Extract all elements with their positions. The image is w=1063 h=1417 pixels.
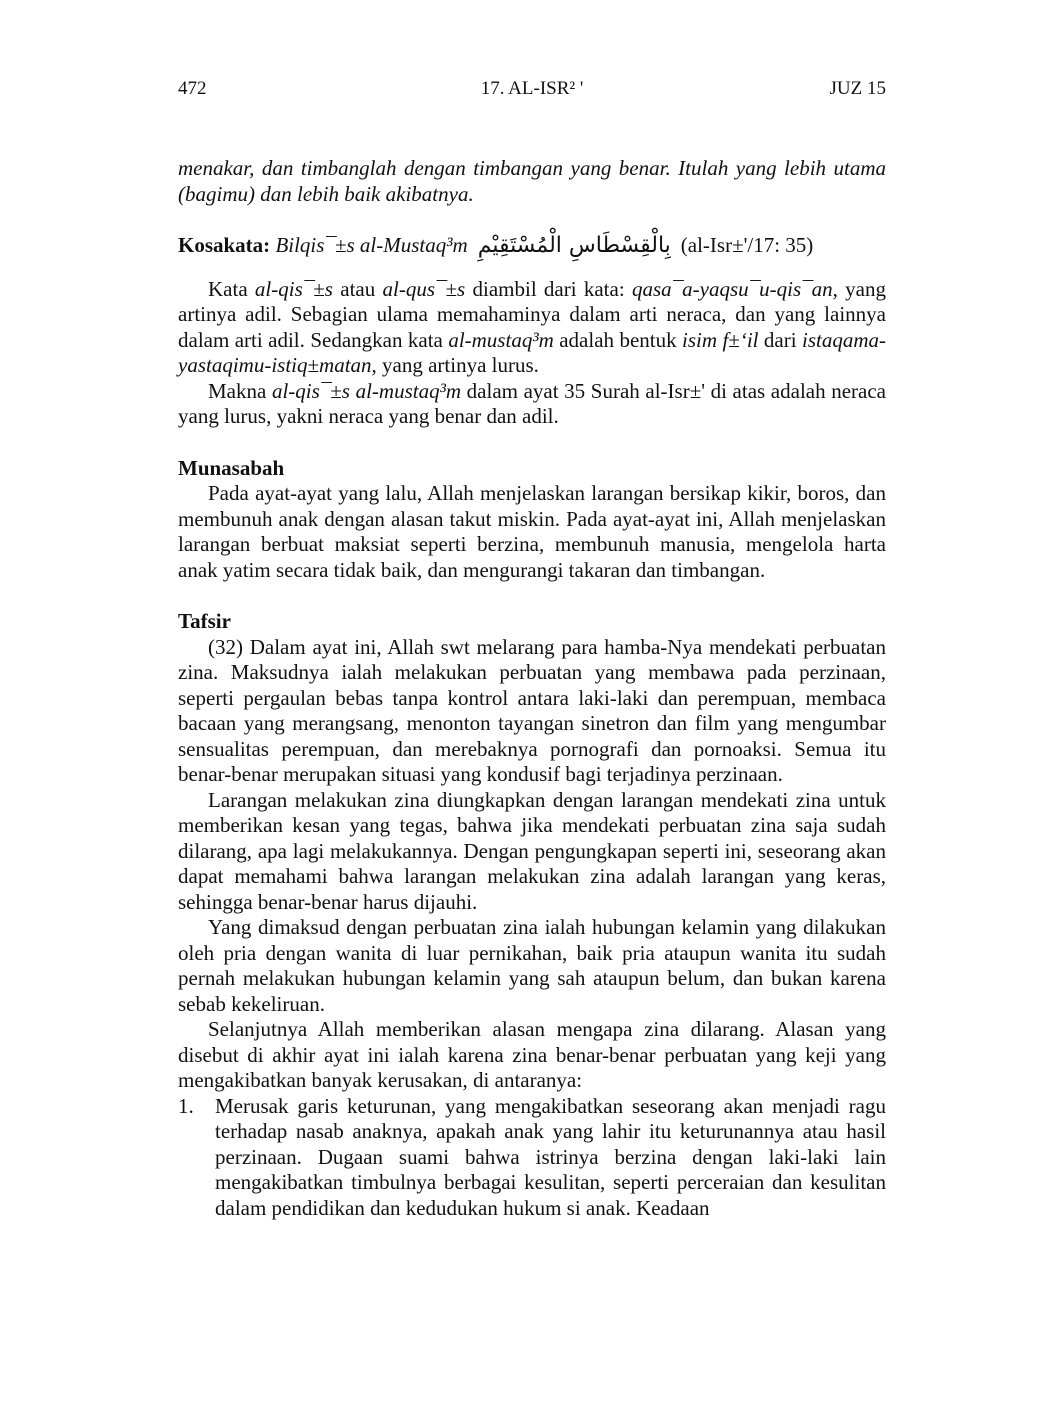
arabic-term: بِالْقِسْطَاسِ الْمُسْتَقِيْمِ bbox=[477, 233, 671, 258]
munasabah-heading: Munasabah bbox=[178, 455, 285, 480]
kosakata-term: Bilqis¯±s al-Mustaq³m bbox=[275, 233, 468, 257]
munasabah-paragraph: Pada ayat-ayat yang lalu, Allah menjelaskan larangan bersikap kikir, boros, dan membunuh anak dengan alasan takut miskin. Pada ayat-ayat ini, Allah menjelaskan larangan berbuat maksiat seperti berzina, membunuh manusia, mengelola harta anak yatim secara tidak baik, dan mengurangi takaran dan timbangan. bbox=[178, 481, 886, 582]
page-number: 472 bbox=[178, 78, 207, 99]
text-run: dalam ayat 35 Surah al-Isr±' di atas adalah neraca yang lurus, yakni neraca yang benar dan adil. bbox=[178, 378, 886, 428]
tafsir-list bbox=[178, 1094, 886, 1222]
tafsir-paragraph-4: Selanjutnya Allah memberikan alasan mengapa zina dilarang. Alasan yang disebut di akhir ayat ini ialah karena zina benar-benar perbuatan yang keji yang mengakibatkan banyak kerusakan, di antaranya: bbox=[178, 1017, 886, 1092]
text-run: , yang artinya lurus. bbox=[371, 353, 539, 377]
italic-term: al-mustaq³m bbox=[448, 327, 554, 352]
italic-term: al-qis¯±s al-mustaq³m bbox=[271, 378, 462, 403]
list-item bbox=[178, 1094, 886, 1222]
kosakata-line bbox=[178, 233, 886, 259]
tafsir-paragraph-2: Larangan melakukan zina diungkapkan dengan larangan mendekati zina untuk memberikan kesan yang tegas, bahwa jika mendekati perbuatan zina saja sudah dilarang, apa lagi melakukannya. Dengan pengungkapan seperti ini, seseorang akan dapat memahami bahwa larangan melakukan zina adalah larangan yang keras, sehingga benar-benar harus dijauhi. bbox=[178, 787, 886, 914]
text-run: Kata bbox=[208, 276, 255, 301]
tafsir-paragraph-1: (32) Dalam ayat ini, Allah swt melarang para hamba-Nya mendekati perbuatan zina. Maksudnya ialah melakukan perbuatan yang membawa pada perzinaan, seperti pergaulan bebas tanpa kontrol antara laki-laki dan perempuan, membaca bacaan yang merangsang, menonton tayangan sinetron dan film yang mengumbar sensualitas perempuan, dan merebaknya pornografi dan pornoaksi. Semua itu benar-benar merupakan situasi yang kondusif bagi terjadinya perzinaan. bbox=[178, 634, 886, 786]
kosakata-paragraph-2 bbox=[178, 379, 886, 430]
document-page bbox=[178, 70, 887, 1220]
list-number: 1. bbox=[178, 1093, 194, 1118]
list-text: Merusak garis keturunan, yang mengakibatkan seseorang akan menjadi ragu terhadap nasab anaknya, apakah anak yang lahir itu keturunannya atau hasil perzinaan. Dugaan suami bahwa istrinya berzina dengan laki-laki lain mengakibatkan timbulnya berbagai kesulitan, seperti perceraian dan kesulitan dalam pendidikan dan kedudukan hukum si anak. Keadaan bbox=[215, 1093, 886, 1220]
juz-label: JUZ 15 bbox=[829, 78, 886, 99]
text-run: Makna bbox=[208, 378, 272, 403]
italic-term: istaqama-yastaqimu-istiq±matan bbox=[178, 327, 887, 377]
text-run: atau bbox=[332, 276, 383, 301]
text-run: dari bbox=[758, 327, 803, 352]
page-header bbox=[178, 70, 886, 110]
tafsir-paragraph-3: Yang dimaksud dengan perbuatan zina ialah hubungan kelamin yang dilakukan oleh pria dengan wanita di luar pernikahan, baik pria ataupun wanita itu sudah pernah melakukan hubungan kelamin yang sah ataupun belum, dan bukan karena sebab kekeliruan. bbox=[178, 915, 886, 1016]
kosakata-label: Kosakata: bbox=[178, 233, 271, 257]
kosakata-ref: (al-Isr±'/17: 35) bbox=[680, 233, 814, 257]
text-run: adalah bentuk bbox=[553, 327, 683, 352]
intro-paragraph bbox=[178, 156, 886, 207]
text-run: diambil dari kata: bbox=[465, 276, 632, 301]
italic-term: isim f±‘il bbox=[682, 327, 759, 352]
intro-text: menakar, dan timbanglah dengan timbangan yang benar. Itulah yang lebih utama (bagimu) dan lebih baik akibatnya. bbox=[178, 156, 886, 206]
chapter-title: 17. AL-ISR² ' bbox=[480, 78, 584, 99]
italic-term: al-qis¯±s bbox=[254, 276, 333, 301]
italic-term: qasa¯a-yaqsu¯u-qis¯an bbox=[631, 276, 833, 301]
kosakata-paragraph-1 bbox=[178, 277, 886, 379]
italic-term: al-qus¯±s bbox=[382, 276, 466, 301]
text-run: , yang artinya adil. Sebagian ulama memahaminya dalam arti neraca, dan yang lainnya dalam arti adil. Sedangkan kata bbox=[178, 276, 886, 352]
tafsir-heading: Tafsir bbox=[178, 609, 231, 633]
page-body bbox=[178, 156, 886, 1221]
